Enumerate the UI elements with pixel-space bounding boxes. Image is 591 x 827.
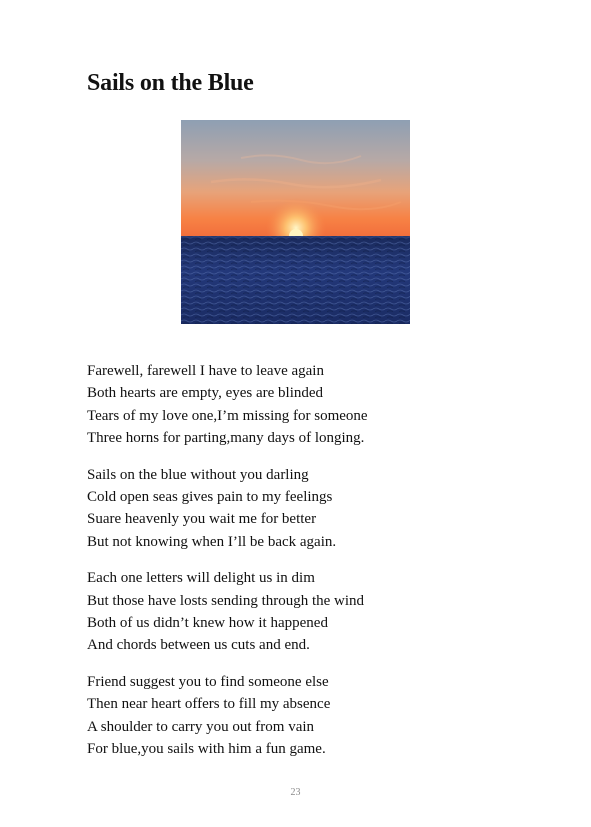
- poem-line: Cold open seas gives pain to my feelings: [87, 488, 333, 505]
- stanza: [87, 567, 527, 656]
- poem-line: Then near heart offers to fill my absence: [87, 696, 331, 713]
- poem-line: Both hearts are empty, eyes are blinded: [87, 385, 324, 402]
- poem-line: Suare heavenly you wait me for better: [87, 511, 317, 528]
- stanza: [87, 464, 527, 553]
- poem-title: Sails on the Blue: [87, 70, 254, 96]
- poem-line: And chords between us cuts and end.: [87, 637, 310, 654]
- poem-line: Farewell, farewell I have to leave again: [87, 363, 324, 379]
- poem-line: Friend suggest you to find someone else: [87, 674, 329, 691]
- poem-line: Sails on the blue without you darling: [87, 466, 309, 483]
- poem-line: Three horns for parting,many days of longing.: [87, 429, 365, 446]
- poem-line: But not knowing when I’ll be back again.: [87, 533, 337, 550]
- stanza: [87, 360, 527, 449]
- poem-line: Both of us didn’t knew how it happened: [87, 614, 328, 631]
- poem-line: For blue,you sails with him a fun game.: [87, 740, 326, 757]
- poem-line: Tears of my love one,I’m missing for someone: [87, 407, 368, 424]
- sunset-sea-photo: [181, 120, 410, 324]
- stanza: [87, 671, 527, 760]
- page-number: 23: [290, 787, 301, 798]
- poem-line: A shoulder to carry you out from vain: [87, 718, 315, 735]
- poem-line: Each one letters will delight us in dim: [87, 570, 315, 587]
- poem-body: [87, 360, 527, 775]
- poem-line: But those have losts sending through the wind: [87, 592, 365, 609]
